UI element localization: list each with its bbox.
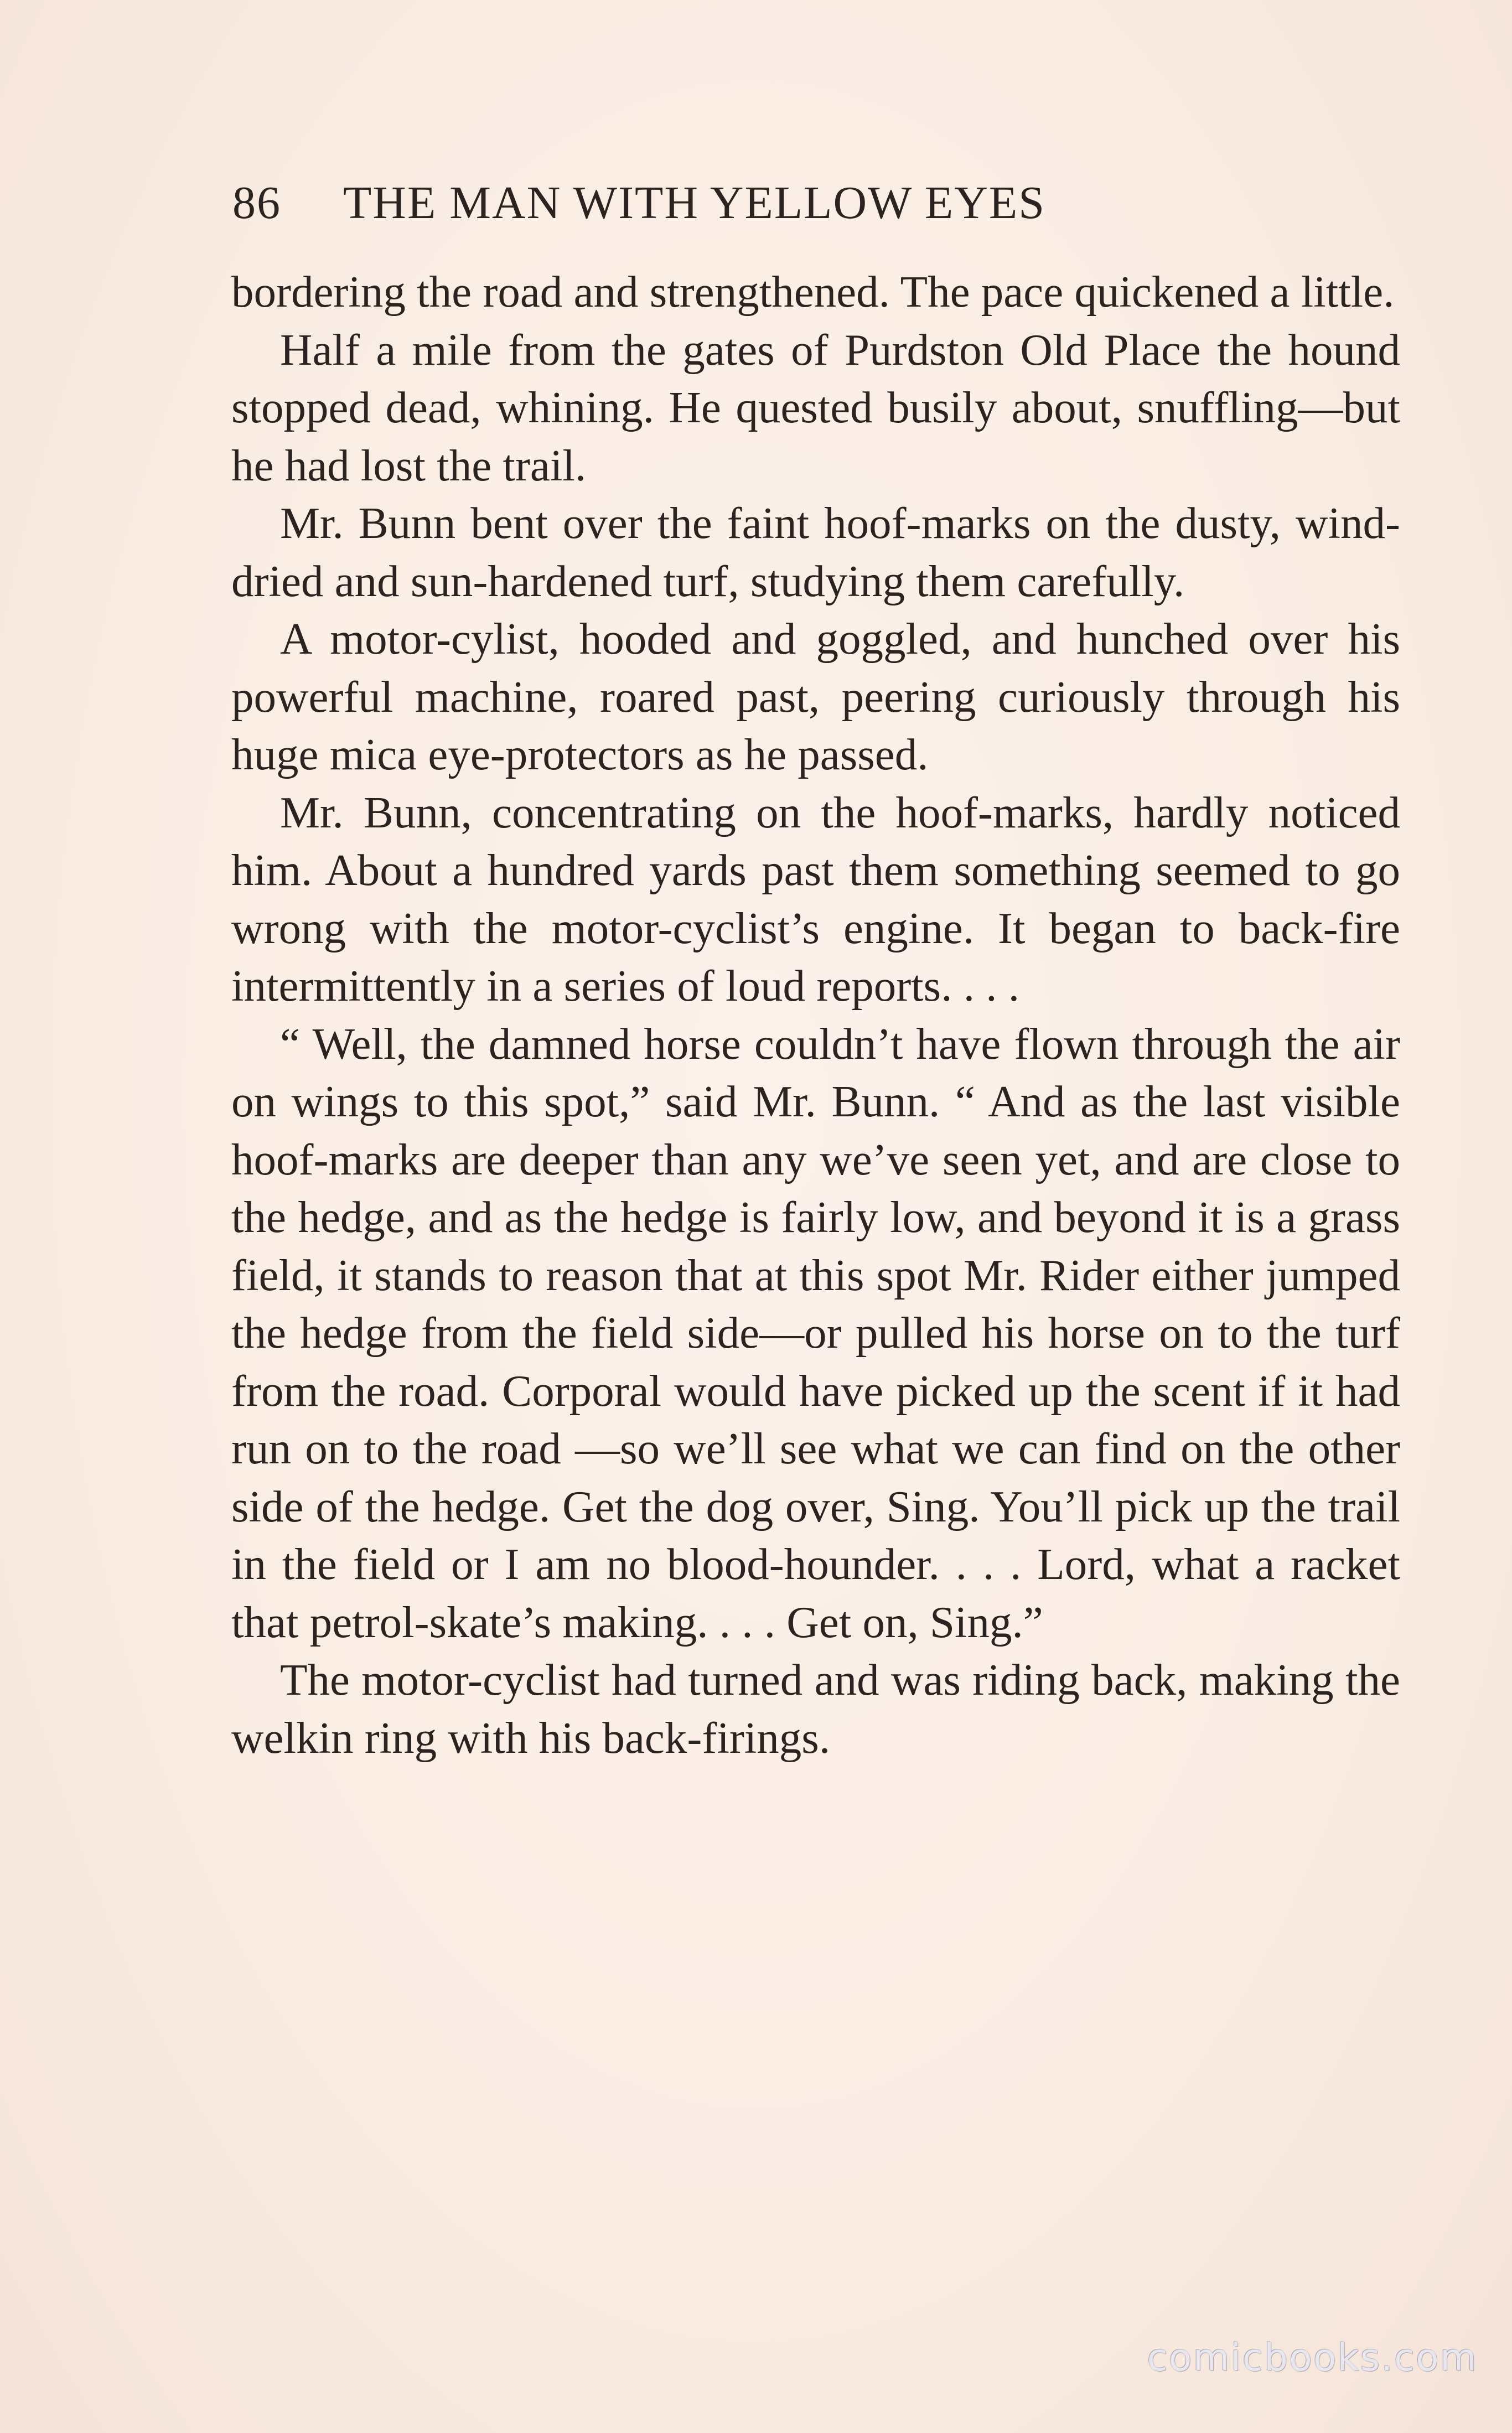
paragraph-5: Mr. Bunn, concentrating on the hoof-marks, hardly noticed him. About a hundred yards past them something seemed to go wrong with the motor-cyclist’s engine. It began to back-fire intermittently in a series of loud reports. . . . bbox=[231, 787, 1400, 1011]
book-title: THE MAN WITH YELLOW EYES bbox=[343, 177, 1045, 229]
paragraph-6: “ Well, the damned horse couldn’t have flown through the air on wings to this spot,” said Mr. Bunn. “ And as the last visible hoof-marks are deeper than any we’ve seen yet, and are close to the hedge, and as the hedge is fairly low, and beyond it is a grass field, it stands to reason that at this spot Mr. Rider either jumped the hedge from the field side—or pulled his horse on to the turf from the road. Corporal would have picked up the scent if it had run on to the road —so we’ll see what we can find on the other side of the hedge. Get the dog over, Sing. You’ll pick up the trail in the field or I am no blood-hounder. . . . Lord, what a racket that petrol-skate’s making. . . . Get on, Sing.” bbox=[231, 1018, 1400, 1647]
paragraph-2: Half a mile from the gates of Purdston Old Place the hound stopped dead, whining. He quested busily about, snuffling—but he had lost the trail. bbox=[231, 324, 1400, 490]
watermark-logo: comicbooks.com bbox=[1147, 2336, 1478, 2380]
paragraph-4: A motor-cylist, hooded and goggled, and hunched over his powerful machine, roared past, peering curiously through his huge mica eye-protectors as he passed. bbox=[231, 614, 1400, 779]
paragraph-1: bordering the road and strengthened. The pace quickened a little. bbox=[231, 267, 1395, 317]
body-text bbox=[231, 263, 1400, 1767]
running-head bbox=[232, 173, 1256, 234]
paragraph-7: The motor-cyclist had turned and was riding back, making the welkin ring with his back-firings. bbox=[231, 1655, 1400, 1763]
paragraph-3: Mr. Bunn bent over the faint hoof-marks on the dusty, wind-dried and sun-hardened turf, studying them carefully. bbox=[231, 498, 1400, 606]
page-number: 86 bbox=[232, 177, 281, 229]
